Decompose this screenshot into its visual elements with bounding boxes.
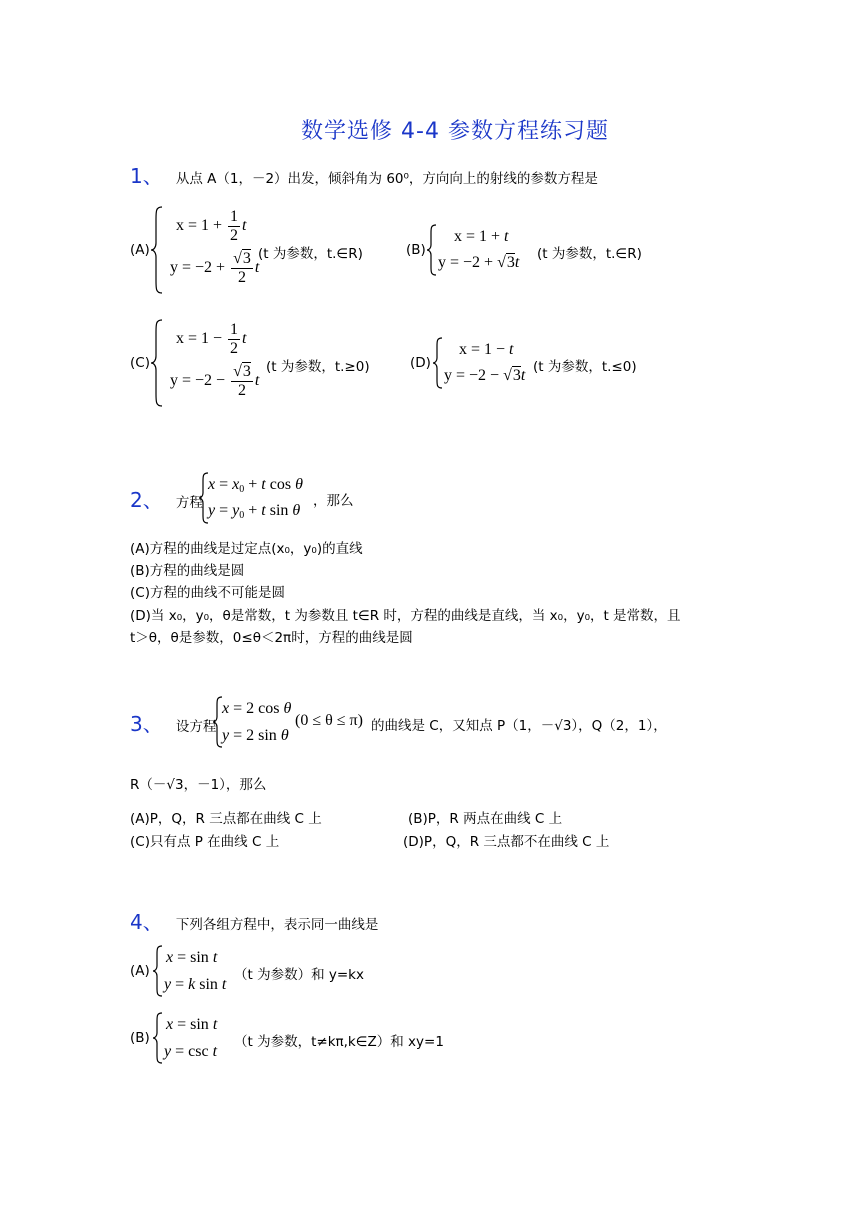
question-stem-line2: R（－√3，－1），那么 bbox=[130, 777, 267, 793]
question-number: 3、 bbox=[130, 712, 163, 736]
domain-condition: (0 ≤ θ ≤ π) bbox=[295, 712, 363, 729]
question-stem: 设方程 bbox=[175, 719, 217, 735]
option-d-continued: t＞θ，θ是参数，0≤θ＜2π时，方程的曲线是圆 bbox=[130, 630, 413, 646]
equation-x: x = 2 cos θ bbox=[222, 700, 292, 717]
equation-x: $x = x_0 + t$ cos θ bbox=[208, 476, 303, 495]
question-stem-continued: 的曲线是 C，又知点 P（1，－√3），Q（2，1）， bbox=[371, 718, 667, 734]
option-label: (B) bbox=[130, 1030, 150, 1046]
brace-icon bbox=[150, 205, 164, 295]
param-note: (t 为参数，t.∈R) bbox=[537, 246, 642, 262]
option-b: (B)方程的曲线是圆 bbox=[130, 563, 245, 579]
equation-x: x = 1 + t bbox=[454, 228, 509, 245]
option-label: (D) bbox=[410, 355, 431, 371]
equation-x: x = sin t bbox=[166, 1016, 218, 1033]
question-1 bbox=[130, 160, 598, 189]
option-c: (C)方程的曲线不可能是圆 bbox=[130, 585, 285, 601]
option-label: (A) bbox=[130, 242, 150, 258]
brace-icon bbox=[152, 945, 164, 997]
param-note: (t 为参数，t.∈R) bbox=[258, 246, 363, 262]
option-c: (C)只有点 P 在曲线 C 上 bbox=[130, 834, 280, 850]
equation-y: y = −2 − √3t bbox=[444, 367, 526, 384]
brace-icon bbox=[150, 318, 164, 408]
question-suffix: ，那么 bbox=[313, 493, 354, 509]
option-d: (D)当 x₀，y₀，θ是常数，t 为参数且 t∈R 时，方程的曲线是直线，当 x₀，y₀，t 是常数，且 bbox=[130, 608, 681, 624]
param-note: （t 为参数，t≠kπ,k∈Z）和 xy=1 bbox=[234, 1034, 444, 1050]
option-d: (D)P，Q，R 三点都不在曲线 C 上 bbox=[403, 834, 610, 850]
brace-icon bbox=[426, 224, 438, 276]
option-a: (A)方程的曲线是过定点(x₀，y₀)的直线 bbox=[130, 541, 363, 557]
option-b: (B)P，R 两点在曲线 C 上 bbox=[408, 811, 563, 827]
equation-y: y = −2 + $\frac{√3}{2}$ t bbox=[170, 250, 260, 286]
brace-icon bbox=[432, 337, 444, 389]
question-stem: 方程 bbox=[175, 495, 203, 511]
question-4 bbox=[130, 906, 378, 935]
equation-x: x = 1 − t bbox=[459, 341, 514, 358]
param-note: (t 为参数，t.≤0) bbox=[533, 359, 637, 375]
option-label: (C) bbox=[130, 355, 150, 371]
option-label: (A) bbox=[130, 963, 150, 979]
option-label: (B) bbox=[406, 242, 426, 258]
equation-y: $y = y_0 + t$ sin θ bbox=[208, 502, 301, 521]
question-stem: 下列各组方程中，表示同一曲线是 bbox=[175, 917, 379, 933]
question-2 bbox=[130, 484, 203, 513]
page-title: 数学选修 4-4 参数方程练习题 bbox=[301, 119, 609, 144]
equation-y: y = k sin t bbox=[164, 976, 227, 993]
question-number: 4、 bbox=[130, 910, 163, 934]
equation-x: x = sin t bbox=[166, 949, 218, 966]
equation-y: y = 2 sin θ bbox=[222, 727, 289, 744]
param-note: (t 为参数，t.≥0) bbox=[266, 359, 370, 375]
option-a: (A)P，Q，R 三点都在曲线 C 上 bbox=[130, 811, 322, 827]
equation-y: y = −2 − $\frac{√3}{2}$ t bbox=[170, 363, 260, 399]
brace-icon bbox=[152, 1012, 164, 1064]
question-number: 1、 bbox=[130, 164, 163, 188]
equation-x: x = 1 + $\frac{1}{2}$ t bbox=[176, 208, 247, 244]
equation-y: y = −2 + √3t bbox=[438, 254, 520, 271]
equation-y: y = csc t bbox=[164, 1043, 218, 1060]
question-number: 2、 bbox=[130, 488, 163, 512]
question-3 bbox=[130, 708, 216, 737]
equation-x: x = 1 − $\frac{1}{2}$ t bbox=[176, 321, 247, 357]
question-stem: 从点 A（1，－2）出发，倾斜角为 60⁰，方向向上的射线的参数方程是 bbox=[175, 171, 598, 187]
param-note: （t 为参数）和 y=kx bbox=[234, 967, 364, 983]
